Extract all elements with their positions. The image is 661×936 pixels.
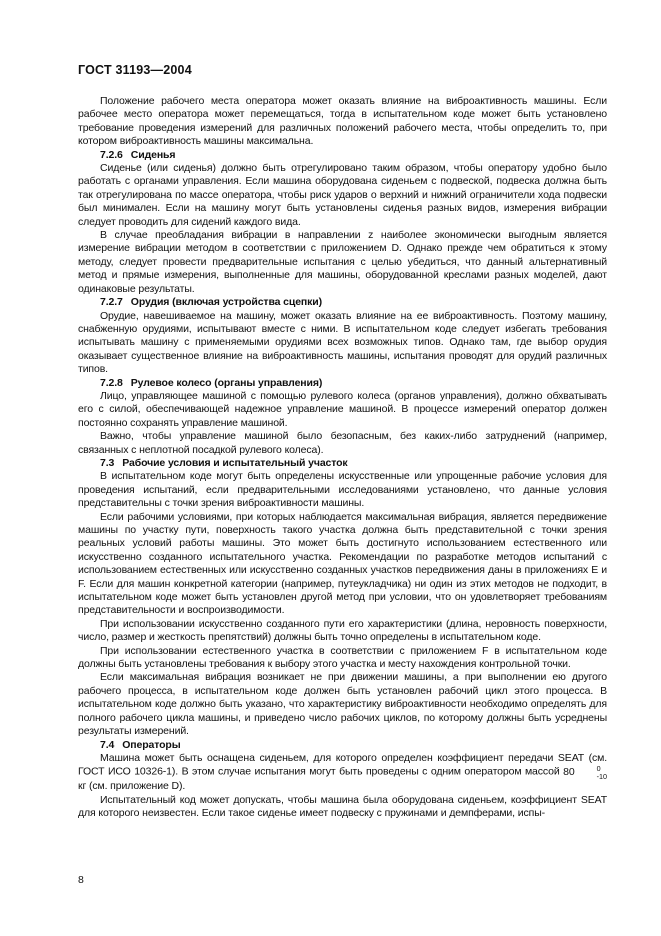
- paragraph: Испытательный код может допускать, чтобы машина была оборудована сиденьем, коэффициент SEAT для которого неизвестен. Если такое сиденье имеет подвеску с пружинами и демпферами, испы-: [78, 793, 607, 820]
- heading-number: 7.4: [100, 738, 115, 751]
- mass-base: 80: [563, 765, 575, 778]
- section-heading-7-2-7: [78, 296, 607, 309]
- section-heading-7-3: [78, 457, 607, 470]
- paragraph: При использовании естественного участка в соответствии с приложением F в испытательном коде должны быть установлены требования к выбору этого участка и месту нахождения контрольной точки.: [78, 644, 607, 671]
- heading-number: 7.2.6: [100, 148, 123, 161]
- heading-title: Орудия (включая устройства сцепки): [130, 296, 323, 309]
- heading-number: 7.3: [100, 456, 115, 469]
- paragraph: В испытательном коде могут быть определены искусственные или упрощенные рабочие условия для проведения испытаний, если предварительными исследованиями установлено, что данные условия представительны с точки зрения виброактивности машины.: [78, 470, 607, 510]
- paragraph-with-tolerance: [78, 752, 607, 794]
- heading-title: Операторы: [122, 738, 181, 751]
- mass-upper-tolerance: 0: [596, 764, 601, 774]
- page-number: 8: [78, 874, 84, 886]
- document-header: ГОСТ 31193—2004: [78, 63, 192, 77]
- mass-lower-tolerance: -10: [596, 771, 607, 781]
- mass-tolerance-stack: [575, 765, 607, 780]
- section-heading-7-2-8: [78, 377, 607, 390]
- mass-tolerance-value: [563, 764, 607, 781]
- heading-number: 7.2.7: [100, 296, 123, 309]
- paragraph: Если рабочими условиями, при которых наблюдается максимальная вибрация, является передвижение машины по участку пути, поверхность такого участка должна быть представительной с точки зрения реальных условий работы машины. Это может быть достигнуто использованием естественного или искусственно созданного испытательного участка. Рекомендации по разработке методов испытаний с использованием естественных или искусственно созданных участков передвижения даны в приложениях E и F. Если для машин конкретной категории (например, путеукладчика) ни один из этих методов не подходит, в испытательном коде может быть установлен другой метод при условии, что он удовлетворяет требованиям представительности и воспроизводимости.: [78, 510, 607, 617]
- heading-title: Рулевое колесо (органы управления): [130, 376, 323, 389]
- section-heading-7-2-6: [78, 149, 607, 162]
- document-content: [78, 95, 607, 821]
- paragraph-text: кг (см. приложение D).: [78, 780, 186, 793]
- paragraph: Важно, чтобы управление машиной было безопасным, без каких-либо затруднений (например, связанных с неплотной посадкой рулевого колеса).: [78, 430, 607, 456]
- paragraph: Сиденье (или сиденья) должно быть отрегулировано таким образом, чтобы оператору удобно было работать с органами управления. Если машина оборудована сиденьем с подвеской, подвеска должна быть так отрегулирована по массе оператора, чтобы риск ударов о верхний и нижний ограничители хода подвески был минимален. Если на машину могут быть установлены сиденья разных видов, измерения вибрации следует проводить для сидений каждого вида.: [78, 162, 607, 228]
- paragraph: Положение рабочего места оператора может оказать влияние на виброактивность машины. Если рабочее место оператора может перемещаться, тогда в испытательном коде может быть установлено требование проведения измерений для различных положений рабочего места, чтобы определить то, при котором виброактивность машины максимальна.: [78, 95, 607, 148]
- paragraph: Орудие, навешиваемое на машину, может оказать влияние на ее виброактивность. Поэтому машину, снабженную орудиями, испытывают вместе с ними. В испытательном коде следует избегать требования испытывать машину с применяемыми орудиями всех возможных типов. Однако там, где выбор орудия оказывает существенное влияние на виброактивность машины, испытания проводят для орудий различных типов.: [78, 309, 607, 376]
- paragraph: При использовании искусственно созданного пути его характеристики (длина, неровность поверхности, число, размер и жесткость препятствий) должны быть точно определены в испытательном коде.: [78, 617, 607, 644]
- paragraph-text: Машина может быть оснащена сиденьем, для которого определен коэффициент передачи SEAT (см. ГОСТ ИСО 10326-1). В этом случае испытания могут быть проведены с одним оператором массой: [78, 751, 607, 778]
- heading-number: 7.2.8: [100, 376, 123, 389]
- heading-title: Сиденья: [130, 148, 176, 161]
- section-heading-7-4: [78, 739, 607, 752]
- paragraph: Лицо, управляющее машиной с помощью рулевого колеса (органов управления), должно обхватывать его с силой, обеспечивающей надежное управление машиной. В процессе измерений оператор должен постоянно сохранять управление машиной.: [78, 389, 607, 429]
- paragraph: Если максимальная вибрация возникает не при движении машины, а при выполнении ею другого рабочего процесса, в испытательном коде должен быть установлен рабочий цикл этого процесса. В испытательном коде должно быть указано, что характеристику виброактивности необходимо определять для полного рабочего цикла машины, и приведено число рабочих циклов, по которому должны быть усреднены результаты измерений.: [78, 671, 607, 738]
- paragraph: В случае преобладания вибрации в направлении z наиболее экономически выгодным является измерение вибрации методом в соответствии с приложением D. Однако прежде чем обратиться к этому методу, следует провести предварительные испытания с целью убедиться, что данный альтернативный метод и прямые измерения, выполненные для машины, оборудованной креслами разных моделей, дают одинаковые результаты.: [78, 229, 607, 295]
- heading-title: Рабочие условия и испытательный участок: [122, 456, 348, 469]
